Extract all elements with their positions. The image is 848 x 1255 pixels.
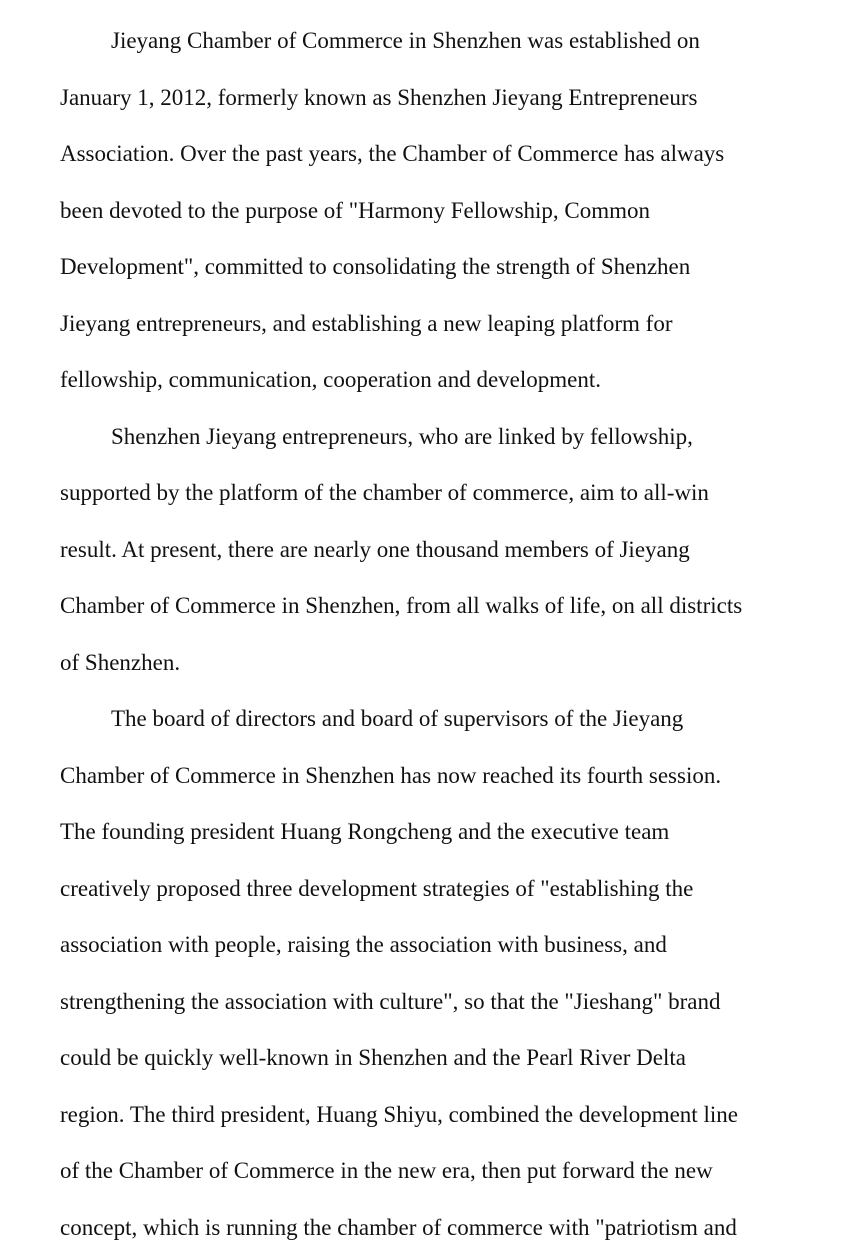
paragraph-3-line-8: region. The third president, Huang Shiyu, combined the development line (60, 1102, 738, 1127)
paragraph-3-line-1: The board of directors and board of supervisors of the Jieyang (111, 706, 684, 731)
paragraph-2-line-2: supported by the platform of the chamber of commerce, aim to all-win (60, 480, 709, 505)
paragraph-1-line-3: Association. Over the past years, the Chamber of Commerce has always (60, 141, 725, 166)
paragraph-3-line-6: strengthening the association with culture", so that the "Jieshang" brand (60, 989, 721, 1014)
paragraph-3-line-10: concept, which is running the chamber of commerce with "patriotism and (60, 1215, 737, 1240)
paragraph-1-line-7: fellowship, communication, cooperation and development. (60, 367, 601, 392)
paragraph-1-line-2: January 1, 2012, formerly known as Shenzhen Jieyang Entrepreneurs (60, 85, 698, 110)
paragraph-3-line-3: The founding president Huang Rongcheng and the executive team (60, 819, 670, 844)
paragraph-3-line-7: could be quickly well-known in Shenzhen and the Pearl River Delta (60, 1045, 686, 1070)
paragraph-3-line-2: Chamber of Commerce in Shenzhen has now reached its fourth session. (60, 763, 722, 788)
paragraph-1-line-5: Development", committed to consolidating the strength of Shenzhen (60, 254, 691, 279)
paragraph-1-line-1: Jieyang Chamber of Commerce in Shenzhen was established on (111, 28, 700, 53)
paragraph-3-line-9: of the Chamber of Commerce in the new era, then put forward the new (60, 1158, 713, 1183)
paragraph-2-line-5: of Shenzhen. (60, 650, 181, 675)
paragraph-2-line-4: Chamber of Commerce in Shenzhen, from all walks of life, on all districts (60, 593, 743, 618)
paragraph-1-line-4: been devoted to the purpose of "Harmony Fellowship, Common (60, 198, 651, 223)
paragraph-2-line-3: result. At present, there are nearly one thousand members of Jieyang (60, 537, 690, 562)
paragraph-1-line-6: Jieyang entrepreneurs, and establishing a new leaping platform for (60, 311, 673, 336)
paragraph-3-line-5: association with people, raising the association with business, and (60, 932, 667, 957)
paragraph-3-line-4: creatively proposed three development strategies of "establishing the (60, 876, 694, 901)
paragraph-2-line-1: Shenzhen Jieyang entrepreneurs, who are linked by fellowship, (111, 424, 693, 449)
